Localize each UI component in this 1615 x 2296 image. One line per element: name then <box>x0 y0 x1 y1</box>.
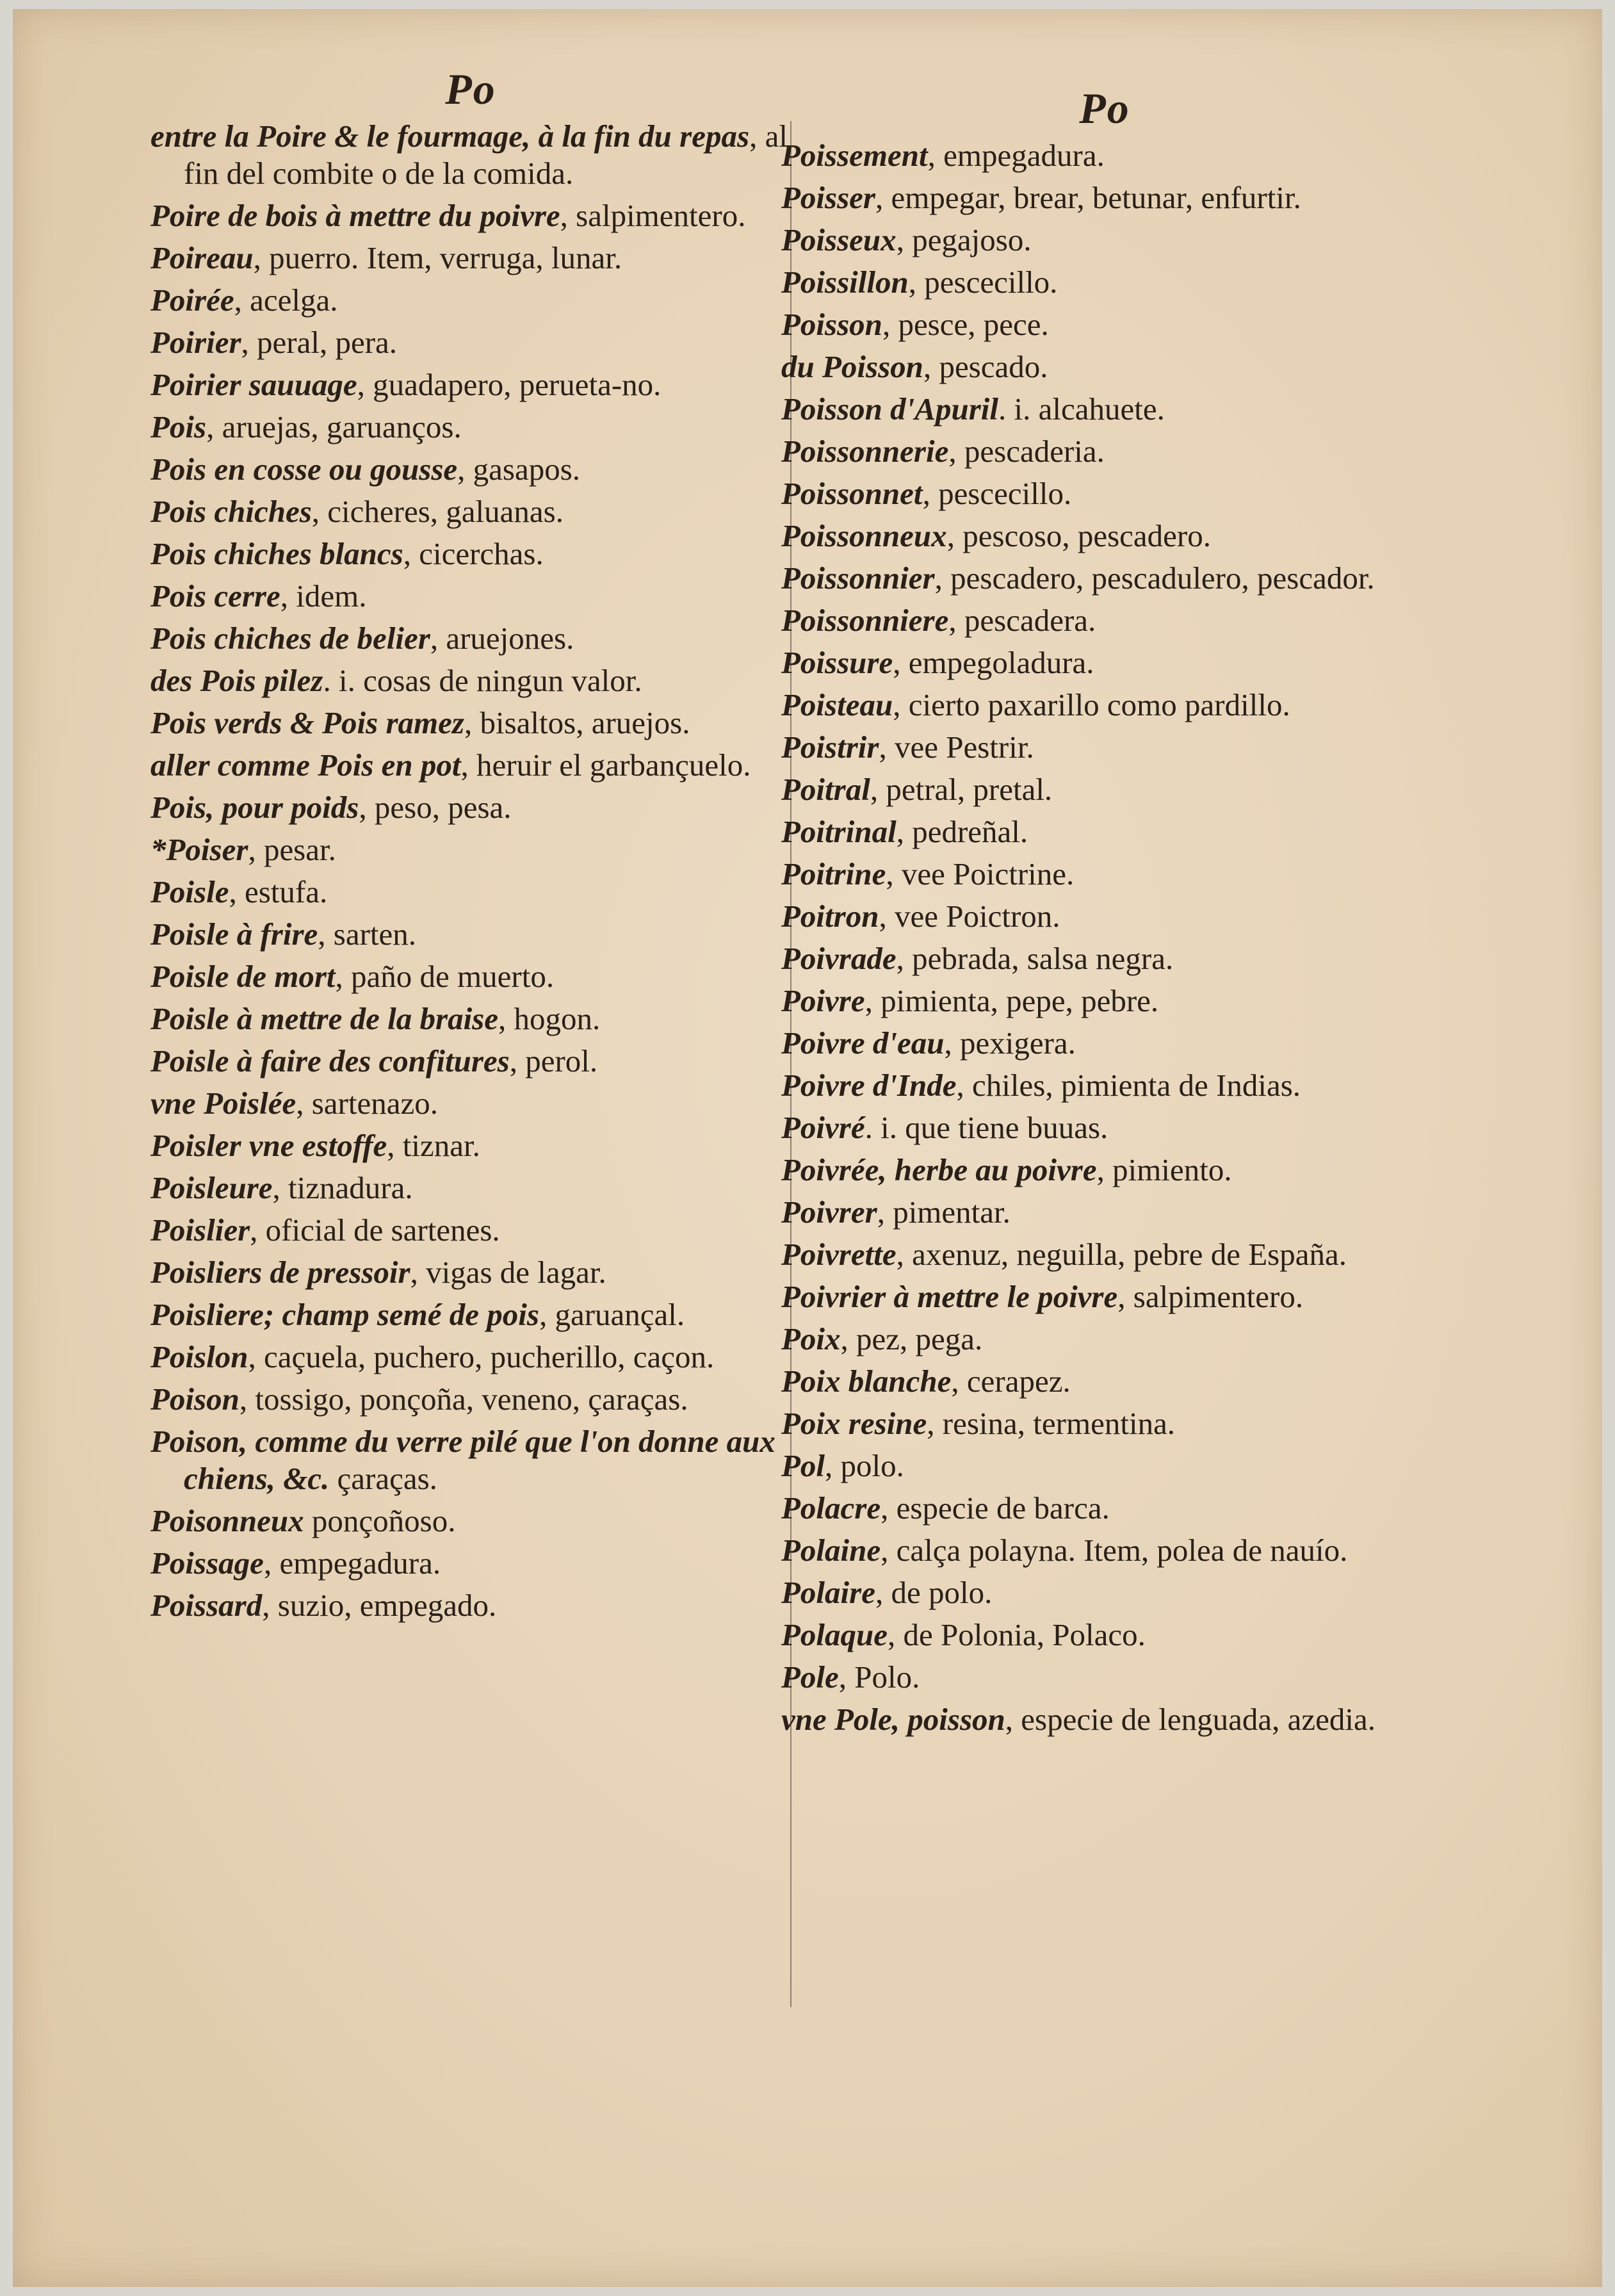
entry-term: Poivrée, herbe au poivre <box>781 1152 1097 1187</box>
dictionary-entry <box>781 137 1428 174</box>
entry-term: Polaine <box>781 1533 881 1568</box>
entry-term: Poire de bois à mettre du poivre <box>150 198 560 233</box>
entry-definition: , axenuz, neguilla, pebre de España. <box>896 1237 1347 1272</box>
entry-definition: , petral, pretal. <box>870 772 1053 807</box>
dictionary-entry <box>781 179 1428 216</box>
entry-definition: , pesce, pece. <box>882 307 1049 342</box>
entry-term: aller comme Pois en pot <box>150 747 461 783</box>
entry-term: Poisliere; champ semé de pois <box>150 1297 539 1332</box>
dictionary-entry <box>150 1381 791 1418</box>
dictionary-entry <box>150 916 791 953</box>
entry-term: Poivre d'Inde <box>781 1068 957 1103</box>
entry-definition: , sartenazo. <box>296 1086 438 1121</box>
entry-definition: , puerro. Item, verruga, lunar. <box>253 240 622 275</box>
entry-definition: , de Polonia, Polaco. <box>888 1617 1146 1652</box>
dictionary-entry <box>781 1532 1428 1569</box>
entry-term: Poisle à faire des confitures <box>150 1043 510 1079</box>
dictionary-entry <box>150 493 791 530</box>
entry-definition: , estufa. <box>229 874 328 909</box>
entry-definition: , pimiento. <box>1096 1152 1232 1187</box>
entry-term: Pois cerre <box>150 578 280 614</box>
entry-term: Poislier <box>150 1212 250 1248</box>
entry-definition: , pescado. <box>923 349 1048 384</box>
entry-definition: , calça polayna. Item, polea de nauío. <box>881 1533 1348 1568</box>
entry-term: Poisser <box>781 180 875 215</box>
entry-term: Poirée <box>150 282 234 318</box>
entry-term: Poissure <box>781 645 893 680</box>
entry-term: Poix resine <box>781 1406 927 1441</box>
dictionary-entry <box>150 1587 791 1624</box>
entry-term: *Poiser <box>150 832 248 867</box>
right-entries <box>781 137 1428 1738</box>
dictionary-entry <box>781 433 1428 470</box>
entry-definition: , empegadura. <box>927 138 1105 173</box>
right-running-head: Po <box>1079 84 1130 133</box>
entry-definition: , empegadura. <box>263 1545 441 1581</box>
dictionary-entry <box>781 1025 1428 1062</box>
dictionary-entry <box>781 1405 1428 1442</box>
dictionary-entry <box>781 982 1428 1020</box>
entry-definition: , resina, termentina. <box>927 1406 1176 1441</box>
entry-term: Poirier sauuage <box>150 367 357 402</box>
dictionary-entry <box>150 366 791 403</box>
dictionary-entry <box>781 687 1428 724</box>
entry-term: Poisle de mort <box>150 959 336 994</box>
entry-term: Pois chiches <box>150 494 312 529</box>
entry-term: Poisle à mettre de la braise <box>150 1001 498 1036</box>
dictionary-entry <box>150 535 791 573</box>
dictionary-entry <box>150 1339 791 1376</box>
entry-term: entre la Poire & le fourmage, à la fin du repas <box>150 118 750 154</box>
dictionary-entry <box>781 602 1428 639</box>
left-running-head: Po <box>445 65 496 113</box>
entry-definition: , pimienta, pepe, pebre. <box>864 983 1159 1018</box>
entry-definition: , pescadero, pescadulero, pescador. <box>934 560 1375 596</box>
entry-definition: , al fin del combite o de la comida. <box>184 118 788 191</box>
dictionary-entry <box>781 517 1428 555</box>
dictionary-entry <box>150 1545 791 1582</box>
entry-definition: . i. cosas de ningun valor. <box>323 663 642 698</box>
entry-term: Poisonneux <box>150 1503 304 1538</box>
entry-term: Polaire <box>781 1575 875 1610</box>
entry-term: Poix blanche <box>781 1364 952 1399</box>
entry-term: Poisler vne estoffe <box>150 1128 387 1163</box>
entry-definition: , tiznar. <box>387 1128 480 1163</box>
entry-term: Poissage <box>150 1545 264 1581</box>
entry-term: Poisteau <box>781 687 893 722</box>
left-entries <box>150 118 791 1624</box>
dictionary-entry <box>150 1423 791 1497</box>
entry-term: Poitral <box>781 772 870 807</box>
dictionary-entry <box>781 771 1428 808</box>
dictionary-entry <box>150 240 791 277</box>
entry-term: Poivrade <box>781 941 897 976</box>
entry-term: Poivre d'eau <box>781 1025 945 1061</box>
entry-term: Poissonnerie <box>781 434 949 469</box>
entry-term: Poivrer <box>781 1194 877 1230</box>
entry-definition: , idem. <box>280 578 367 614</box>
entry-term: Pois chiches de belier <box>150 621 430 656</box>
entry-definition: , empegar, brear, betunar, enfurtir. <box>875 180 1301 215</box>
entry-term: Poivre <box>781 983 865 1018</box>
entry-definition: , suzio, empegado. <box>262 1588 497 1623</box>
entry-definition: , heruir el garbançuelo. <box>460 747 751 783</box>
entry-term: Poistrir <box>781 729 879 765</box>
entry-term: Poissonnier <box>781 560 935 596</box>
entry-definition: , salpimentero. <box>560 198 746 233</box>
entry-term: Poisle <box>150 874 229 909</box>
dictionary-entry <box>781 1490 1428 1527</box>
entry-term: Polaque <box>781 1617 888 1652</box>
entry-definition: , peral, pera. <box>241 325 398 360</box>
dictionary-entry <box>781 729 1428 766</box>
entry-term: Poison <box>150 1381 239 1417</box>
dictionary-entry <box>150 747 791 784</box>
entry-term: Pois chiches blancs <box>150 536 403 571</box>
entry-definition: . i. que tiene buuas. <box>864 1110 1108 1145</box>
dictionary-entry <box>781 1321 1428 1358</box>
entry-definition: , pescoso, pescadero. <box>946 518 1211 553</box>
entry-definition: , hogon. <box>498 1001 601 1036</box>
entry-term: Poissillon <box>781 265 909 300</box>
entry-definition: , oficial de sartenes. <box>250 1212 500 1248</box>
dictionary-entry <box>781 1194 1428 1231</box>
entry-term: Pois verds & Pois ramez <box>150 705 464 740</box>
entry-term: Poitrinal <box>781 814 897 849</box>
entry-definition: , cicheres, galuanas. <box>311 494 564 529</box>
dictionary-entry <box>150 118 791 192</box>
dictionary-entry <box>150 831 791 868</box>
dictionary-entry <box>150 662 791 699</box>
dictionary-entry <box>781 1447 1428 1485</box>
entry-definition: , perol. <box>509 1043 598 1079</box>
dictionary-entry <box>150 1296 791 1333</box>
entry-definition: , pez, pega. <box>840 1321 983 1356</box>
entry-definition: , cierto paxarillo como pardillo. <box>893 687 1290 722</box>
entry-term: Poisleure <box>150 1170 273 1205</box>
entry-term: vne Pole, poisson <box>781 1702 1005 1737</box>
dictionary-entry <box>150 1502 791 1540</box>
entry-term: Poisson <box>781 307 882 342</box>
dictionary-entry <box>781 898 1428 935</box>
entry-definition: , pegajoso. <box>896 222 1032 257</box>
dictionary-entry <box>781 940 1428 977</box>
entry-term: Poix <box>781 1321 841 1356</box>
dictionary-entry <box>781 644 1428 681</box>
dictionary-entry <box>781 1574 1428 1611</box>
entry-term: Poivré <box>781 1110 865 1145</box>
entry-term: vne Poislée <box>150 1086 296 1121</box>
entry-term: Poissard <box>150 1588 263 1623</box>
entry-term: Poisson d'Apuril <box>781 391 999 427</box>
entry-term: Poisseux <box>781 222 897 257</box>
dictionary-entry <box>781 264 1428 301</box>
dictionary-entry <box>150 1254 791 1291</box>
entry-term: Poison, comme du verre pilé que l'on donne aux chiens, &c. <box>150 1424 775 1496</box>
entry-definition: , especie de barca. <box>881 1490 1110 1526</box>
dictionary-entry <box>150 409 791 446</box>
entry-definition: , acelga. <box>234 282 338 318</box>
entry-definition: , pescecillo. <box>908 265 1058 300</box>
dictionary-entry <box>781 348 1428 386</box>
dictionary-entry <box>150 1043 791 1080</box>
dictionary-entry <box>150 620 791 657</box>
entry-term: Poisliers de pressoir <box>150 1255 410 1290</box>
entry-definition: , paño de muerto. <box>335 959 555 994</box>
entry-definition: , tiznadura. <box>272 1170 413 1205</box>
entry-definition: , empegoladura. <box>893 645 1094 680</box>
entry-term: Polacre <box>781 1490 881 1526</box>
entry-definition: , guadapero, perueta-no. <box>357 367 661 402</box>
entry-definition: , tossigo, ponçoña, veneno, çaraças. <box>239 1381 688 1417</box>
entry-term: Pole <box>781 1659 839 1695</box>
dictionary-entry <box>150 704 791 742</box>
entry-definition: , peso, pesa. <box>359 790 512 825</box>
entry-definition: , aruejas, garuanços. <box>206 409 462 444</box>
entry-definition: , garuançal. <box>539 1297 685 1332</box>
book-page <box>13 9 1602 2287</box>
entry-definition: , pescadera. <box>948 603 1096 638</box>
right-column <box>781 60 1428 1743</box>
entry-definition: , pescecillo. <box>922 476 1072 511</box>
dictionary-entry <box>781 1278 1428 1315</box>
entry-definition: , pebrada, salsa negra. <box>896 941 1174 976</box>
dictionary-entry <box>781 391 1428 428</box>
entry-definition: , cerapez. <box>951 1364 1071 1399</box>
dictionary-entry <box>781 1109 1428 1146</box>
entry-term: Poivrette <box>781 1237 897 1272</box>
dictionary-entry <box>781 1152 1428 1189</box>
entry-term: des Pois pilez <box>150 663 323 698</box>
entry-term: Poislon <box>150 1339 248 1374</box>
left-column <box>150 60 791 1629</box>
entry-definition: , vee Poictrine. <box>886 856 1075 892</box>
entry-definition: , Polo. <box>838 1659 920 1695</box>
dictionary-entry <box>781 1701 1428 1738</box>
dictionary-entry <box>150 789 791 826</box>
dictionary-entry <box>150 1169 791 1207</box>
entry-definition: ponçoñoso. <box>304 1503 456 1538</box>
entry-definition: , salpimentero. <box>1117 1279 1304 1314</box>
entry-definition: , vigas de lagar. <box>410 1255 606 1290</box>
dictionary-entry <box>781 1236 1428 1273</box>
dictionary-entry <box>781 1067 1428 1104</box>
entry-term: du Poisson <box>781 349 923 384</box>
dictionary-entry <box>150 1000 791 1038</box>
entry-term: Pois <box>150 409 207 444</box>
dictionary-entry <box>781 856 1428 893</box>
entry-definition: . i. alcahuete. <box>998 391 1165 427</box>
dictionary-entry <box>781 1363 1428 1400</box>
entry-definition: çaraças. <box>329 1461 437 1496</box>
entry-definition: , polo. <box>825 1448 904 1483</box>
entry-definition: , pedreñal. <box>896 814 1028 849</box>
dictionary-entry <box>150 324 791 361</box>
entry-term: Poitrine <box>781 856 886 892</box>
dictionary-entry <box>781 475 1428 512</box>
dictionary-entry <box>781 560 1428 597</box>
entry-definition: , cicerchas. <box>403 536 544 571</box>
dictionary-entry <box>150 874 791 911</box>
entry-definition: , sarten. <box>318 916 417 952</box>
entry-definition: , pimentar. <box>877 1194 1010 1230</box>
entry-term: Poisle à frire <box>150 916 318 952</box>
entry-definition: , de polo. <box>875 1575 993 1610</box>
entry-term: Pois en cosse ou gousse <box>150 452 458 487</box>
dictionary-entry <box>150 282 791 319</box>
entry-term: Pol <box>781 1448 825 1483</box>
entry-term: Poissonnet <box>781 476 923 511</box>
entry-definition: , gasapos. <box>457 452 581 487</box>
dictionary-entry <box>150 958 791 995</box>
entry-definition: , especie de lenguada, azedia. <box>1005 1702 1376 1737</box>
dictionary-entry <box>150 1212 791 1249</box>
entry-definition: , caçuela, puchero, pucherillo, caçon. <box>248 1339 715 1374</box>
entry-definition: , vee Poictron. <box>879 899 1060 934</box>
dictionary-entry <box>150 1085 791 1122</box>
entry-definition: , pescaderia. <box>948 434 1105 469</box>
entry-term: Pois, pour poids <box>150 790 359 825</box>
dictionary-entry <box>781 222 1428 259</box>
entry-term: Poissement <box>781 138 928 173</box>
entry-term: Poissonneux <box>781 518 947 553</box>
entry-definition: , bisaltos, aruejos. <box>464 705 690 740</box>
entry-term: Poireau <box>150 240 254 275</box>
entry-term: Poissonniere <box>781 603 949 638</box>
dictionary-entry <box>150 578 791 615</box>
entry-term: Poivrier à mettre le poivre <box>781 1279 1118 1314</box>
entry-definition: , vee Pestrir. <box>879 729 1034 765</box>
dictionary-entry <box>781 306 1428 343</box>
entry-term: Poirier <box>150 325 241 360</box>
dictionary-entry <box>150 1127 791 1164</box>
dictionary-entry <box>781 813 1428 851</box>
dictionary-entry <box>781 1659 1428 1696</box>
entry-definition: , chiles, pimienta de Indias. <box>956 1068 1301 1103</box>
entry-definition: , pesar. <box>248 832 336 867</box>
dictionary-entry <box>781 1616 1428 1654</box>
entry-definition: , pexigera. <box>944 1025 1076 1061</box>
entry-definition: , aruejones. <box>430 621 574 656</box>
dictionary-entry <box>150 197 791 234</box>
dictionary-entry <box>150 451 791 488</box>
entry-term: Poitron <box>781 899 879 934</box>
